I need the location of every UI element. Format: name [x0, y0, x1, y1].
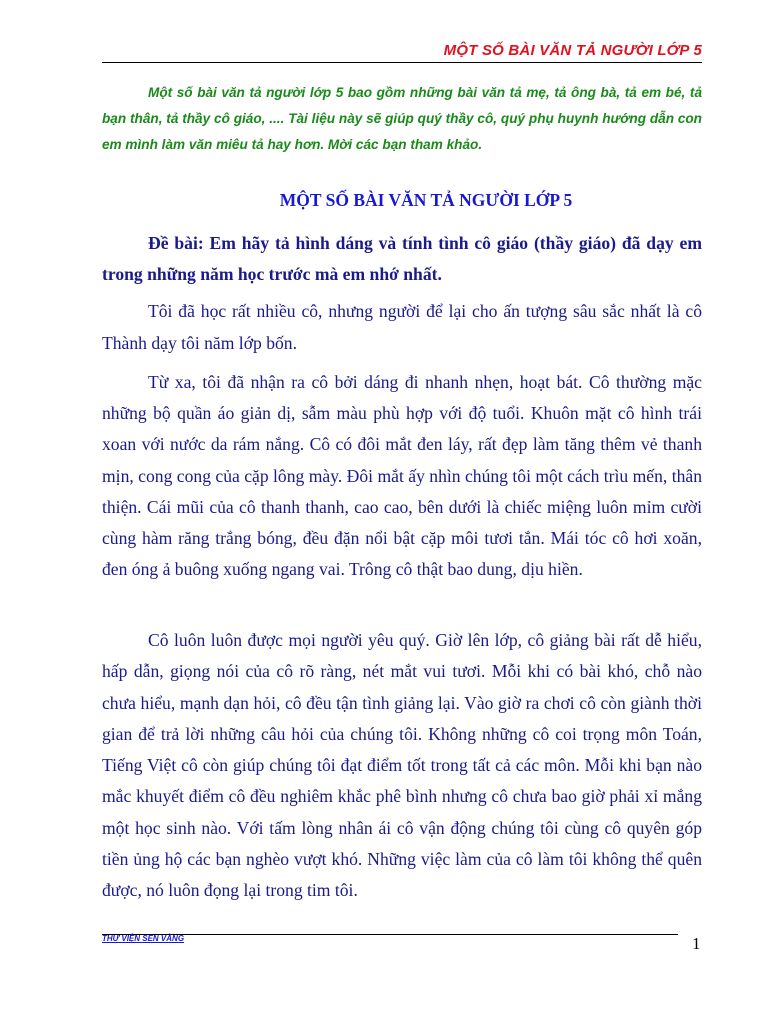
footer-label: THƯ VIỆN SEN VÀNG	[102, 934, 185, 943]
body-paragraph-3: Cô luôn luôn được mọi người yêu quý. Giờ lên lớp, cô giảng bài rất dễ hiểu, hấp dẫn, giọng nói của cô rõ ràng, nét mắt vui tươi. Mỗi khi có bài khó, chỗ nào chưa hiểu, mạnh dạn hỏi, cô đều tận tình giảng lại. Vào giờ ra chơi cô còn giành thời gian để trả lời những câu hỏi của chúng tôi. Không những cô coi trọng môn Toán, Tiếng Việt cô còn giúp chúng tôi đạt điểm tốt trong tất cả các môn. Mỗi khi bạn nào mắc khuyết điểm cô đều nghiêm khắc phê bình nhưng cô chưa bao giờ phải xỉ mắng một học sinh nào. Với tấm lòng nhân ái cô vận động chúng tôi cùng cô quyên góp tiền ủng hộ các bạn nghèo vượt khó. Những việc làm của cô làm tôi không thể quên được, nó luôn đọng lại trong tim tôi.	[102, 630, 702, 901]
page-number: 1	[692, 934, 701, 953]
header-divider	[102, 62, 702, 63]
body-paragraph-1: Tôi đã học rất nhiều cô, nhưng người để lại cho ấn tượng sâu sắc nhất là cô Thành dạy tôi năm lớp bốn.	[102, 301, 702, 353]
document-title: MỘT SỐ BÀI VĂN TẢ NGƯỜI LỚP 5	[279, 190, 573, 210]
footer-divider	[102, 934, 678, 935]
intro-paragraph: Một số bài văn tả người lớp 5 bao gồm những bài văn tả mẹ, tả ông bà, tả em bé, tả bạn thân, tả thầy cô giáo, .... Tài liệu này sẽ giúp quý thầy cô, quý phụ huynh hướng dẫn con em mình làm văn miêu tả hay hơn. Mời các bạn tham khảo.	[102, 85, 702, 152]
essay-prompt: Đề bài: Em hãy tả hình dáng và tính tình cô giáo (thầy giáo) đã dạy em trong những năm học trước mà em nhớ nhất.	[102, 233, 702, 284]
body-paragraph-2: Từ xa, tôi đã nhận ra cô bởi dáng đi nhanh nhẹn, hoạt bát. Cô thường mặc những bộ quần áo giản dị, sẫm màu phù hợp với độ tuổi. Khuôn mặt cô hình trái xoan với nước da rám nắng. Cô có đôi mắt đen láy, rất đẹp làm tăng thêm vẻ thanh mịn, cong cong của cặp lông mày. Đôi mắt ấy nhìn chúng tôi một cách trìu mến, thân thiện. Cái mũi của cô thanh thanh, cao cao, bên dưới là chiếc miệng luôn mỉm cười cùng hàm răng trắng bóng, đều đặn nổi bật cặp môi tươi tắn. Mái tóc cô hơi xoăn, đen óng ả buông xuống ngang vai. Trông cô thật bao dung, dịu hiền.	[102, 372, 702, 580]
running-header: MỘT SỐ BÀI VĂN TẢ NGƯỜI LỚP 5	[443, 42, 702, 59]
